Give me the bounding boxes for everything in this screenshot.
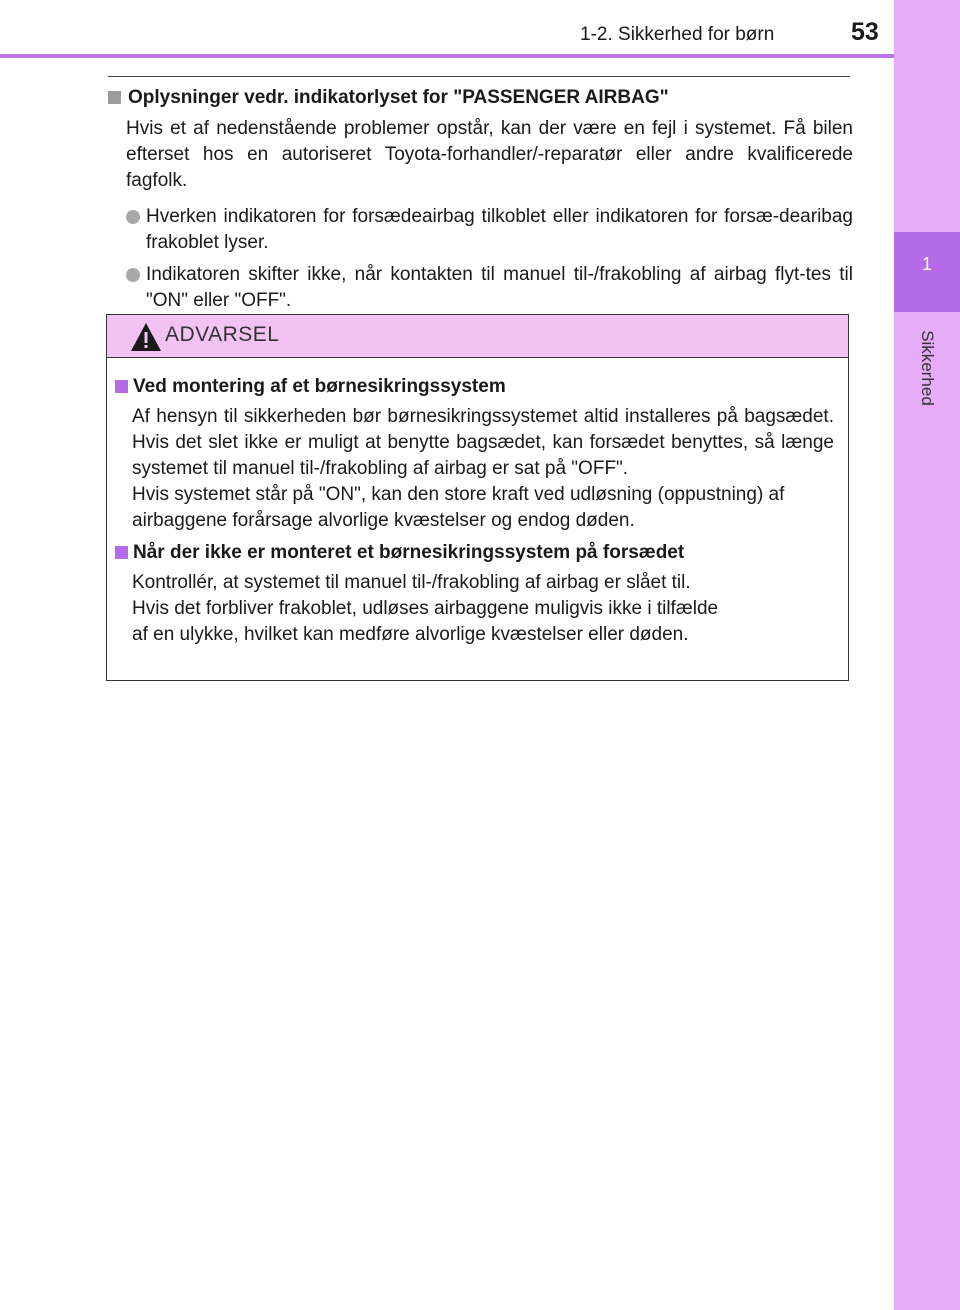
warning-title: ADVARSEL — [165, 323, 280, 346]
chapter-side-tab — [894, 0, 960, 1310]
section-divider — [108, 76, 850, 77]
warning-line: af en ulykke, hvilket kan medføre alvorlige kvæstelser eller døden. — [132, 624, 689, 645]
square-bullet-icon — [108, 91, 121, 104]
round-bullet-icon — [126, 268, 140, 282]
list-item-text: Indikatoren skifter ikke, når kontakten til manuel til-/frakobling af airbag flyt-tes til "ON" eller "OFF". — [146, 264, 853, 311]
info-heading — [108, 86, 853, 110]
info-heading-text: Oplysninger vedr. indikatorlyset for "PASSENGER AIRBAG" — [128, 87, 669, 108]
warning-line: Kontrollér, at systemet til manuel til-/frakobling af airbag er slået til. — [132, 572, 691, 593]
info-intro: Hvis et af nedenstående problemer opstår, kan der være en fejl i systemet. Få bilen efterset hos en autoriseret Toyota-forhandler/-reparatør eller andre kvalificerede fagfolk. — [126, 118, 853, 191]
warning-header — [107, 315, 848, 358]
info-section — [108, 86, 853, 314]
header-section-title: 1-2. Sikkerhed for børn — [580, 24, 775, 45]
square-bullet-icon — [115, 380, 128, 393]
chapter-number-box — [894, 232, 960, 312]
warning-item-heading — [115, 374, 834, 400]
chapter-number: 1 — [921, 254, 932, 274]
list-item — [126, 204, 853, 256]
warning-body — [107, 358, 848, 648]
page-number: 53 — [851, 18, 879, 46]
warning-triangle-icon — [129, 321, 163, 353]
round-bullet-icon — [126, 210, 140, 224]
warning-paragraph: Af hensyn til sikkerheden bør børnesikringssystemet altid installeres på bagsædet. Hvis det slet ikke er muligt at benytte bagsædet, kan forsædet benyttes, så længe systemet til manuel til-/frakobling af airbag er sat på "OFF". — [132, 406, 834, 479]
chapter-label: Sikkerhed — [918, 330, 937, 406]
warning-item — [115, 374, 834, 534]
warning-line: Hvis det forbliver frakoblet, udløses airbaggene muligvis ikke i tilfælde — [132, 598, 719, 619]
list-item-text: Hverken indikatoren for forsædeairbag tilkoblet eller indikatoren for forsæ-dearibag frakoblet lyser. — [146, 206, 853, 253]
warning-item-heading — [115, 540, 834, 566]
square-bullet-icon — [115, 546, 128, 559]
list-item — [126, 262, 853, 314]
chapter-label-container — [894, 318, 960, 428]
warning-paragraph — [132, 570, 834, 648]
header-rule — [0, 54, 894, 58]
warning-box — [106, 314, 849, 681]
warning-item — [115, 540, 834, 648]
warning-item-heading-text: Når der ikke er monteret et børnesikringssystem på forsædet — [133, 542, 685, 563]
warning-item-heading-text: Ved montering af et børnesikringssystem — [133, 376, 506, 397]
warning-paragraph: Hvis systemet står på "ON", kan den store kraft ved udløsning (oppustning) af airbaggene forårsage alvorlige kvæstelser og endog døden. — [132, 484, 785, 531]
